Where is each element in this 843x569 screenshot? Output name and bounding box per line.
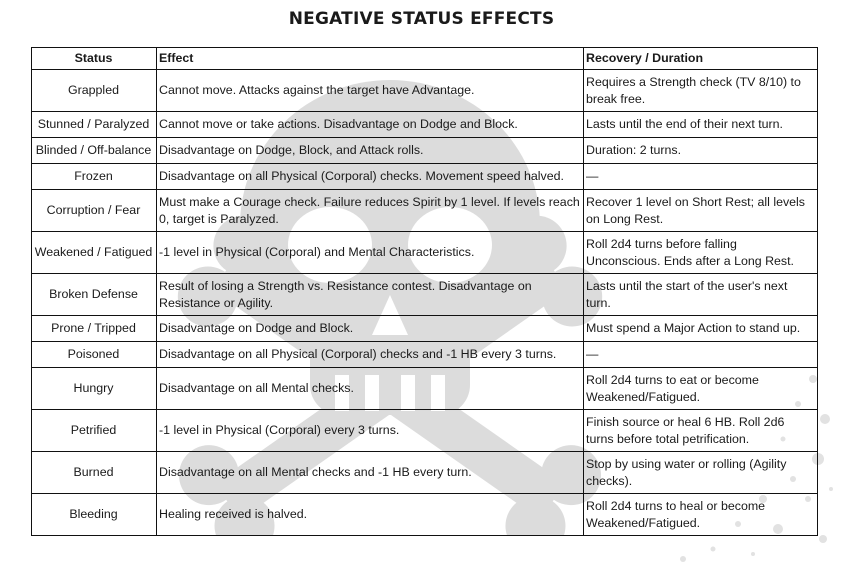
recovery-cell: Roll 2d4 turns before falling Unconscious. Ends after a Long Rest. xyxy=(584,232,818,274)
status-cell: Prone / Tripped xyxy=(32,316,157,342)
recovery-cell: Finish source or heal 6 HB. Roll 2d6 turns before total petrification. xyxy=(584,410,818,452)
status-cell: Grappled xyxy=(32,70,157,112)
status-cell: Broken Defense xyxy=(32,274,157,316)
column-header-recovery: Recovery / Duration xyxy=(584,48,818,70)
status-cell: Blinded / Off-balance xyxy=(32,138,157,164)
column-header-status: Status xyxy=(32,48,157,70)
status-cell: Weakened / Fatigued xyxy=(32,232,157,274)
table-row xyxy=(32,274,818,316)
status-cell: Bleeding xyxy=(32,494,157,536)
status-cell: Hungry xyxy=(32,368,157,410)
effect-cell: Disadvantage on all Mental checks. xyxy=(157,368,584,410)
effect-cell: Disadvantage on Dodge, Block, and Attack rolls. xyxy=(157,138,584,164)
effect-cell: Result of losing a Strength vs. Resistance contest. Disadvantage on Resistance or Agility. xyxy=(157,274,584,316)
table-row xyxy=(32,494,818,536)
column-header-effect: Effect xyxy=(157,48,584,70)
table-row xyxy=(32,232,818,274)
effect-cell: Must make a Courage check. Failure reduces Spirit by 1 level. If levels reach 0, target is Paralyzed. xyxy=(157,190,584,232)
status-effects-table xyxy=(31,47,818,536)
status-cell: Burned xyxy=(32,452,157,494)
recovery-cell: Lasts until the start of the user's next turn. xyxy=(584,274,818,316)
recovery-cell: Roll 2d4 turns to eat or become Weakened/Fatigued. xyxy=(584,368,818,410)
table-row xyxy=(32,342,818,368)
recovery-cell: Stop by using water or rolling (Agility checks). xyxy=(584,452,818,494)
status-cell: Poisoned xyxy=(32,342,157,368)
recovery-cell: Must spend a Major Action to stand up. xyxy=(584,316,818,342)
table-header-row xyxy=(32,48,818,70)
recovery-cell: Recover 1 level on Short Rest; all levels on Long Rest. xyxy=(584,190,818,232)
effect-cell: -1 level in Physical (Corporal) and Mental Characteristics. xyxy=(157,232,584,274)
table-row xyxy=(32,190,818,232)
recovery-cell: Requires a Strength check (TV 8/10) to break free. xyxy=(584,70,818,112)
table-row xyxy=(32,410,818,452)
recovery-cell: Lasts until the end of their next turn. xyxy=(584,112,818,138)
status-cell: Frozen xyxy=(32,164,157,190)
effect-cell: Cannot move. Attacks against the target have Advantage. xyxy=(157,70,584,112)
effect-cell: Disadvantage on all Mental checks and -1 HB every turn. xyxy=(157,452,584,494)
table-row xyxy=(32,316,818,342)
status-cell: Stunned / Paralyzed xyxy=(32,112,157,138)
page-title: NEGATIVE STATUS EFFECTS xyxy=(288,9,555,29)
status-cell: Corruption / Fear xyxy=(32,190,157,232)
table-row xyxy=(32,112,818,138)
table-row xyxy=(32,164,818,190)
table-row xyxy=(32,452,818,494)
table-row xyxy=(32,70,818,112)
effect-cell: Healing received is halved. xyxy=(157,494,584,536)
effect-cell: Cannot move or take actions. Disadvantage on Dodge and Block. xyxy=(157,112,584,138)
table-row xyxy=(32,138,818,164)
effect-cell: Disadvantage on Dodge and Block. xyxy=(157,316,584,342)
recovery-cell: — xyxy=(584,342,818,368)
effect-cell: -1 level in Physical (Corporal) every 3 turns. xyxy=(157,410,584,452)
recovery-cell: Roll 2d4 turns to heal or become Weakened/Fatigued. xyxy=(584,494,818,536)
effect-cell: Disadvantage on all Physical (Corporal) checks. Movement speed halved. xyxy=(157,164,584,190)
recovery-cell: — xyxy=(584,164,818,190)
effect-cell: Disadvantage on all Physical (Corporal) checks and -1 HB every 3 turns. xyxy=(157,342,584,368)
status-cell: Petrified xyxy=(32,410,157,452)
table-row xyxy=(32,368,818,410)
recovery-cell: Duration: 2 turns. xyxy=(584,138,818,164)
